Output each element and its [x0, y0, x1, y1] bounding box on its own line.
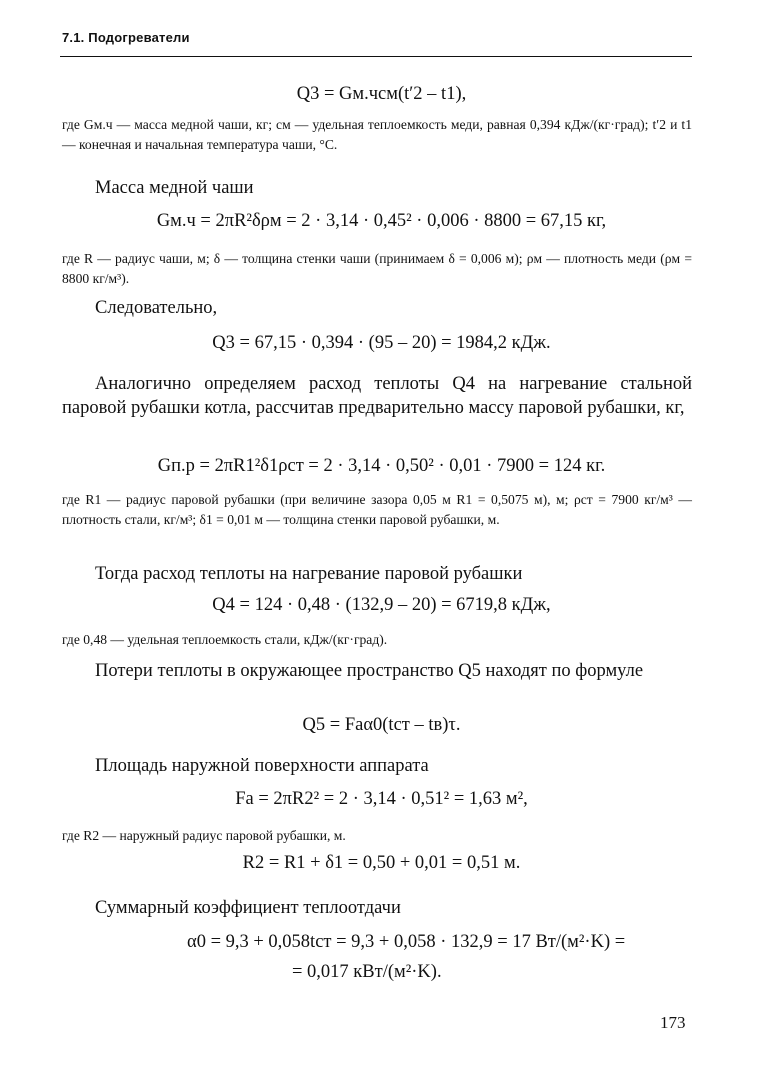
formula-bowl-mass: Gм.ч = 2πR²δρм = 2 · 3,14 · 0,45² · 0,006 · 8800 = 67,15 кг, [156, 211, 607, 231]
note-outer-radius: где R2 — наружный радиус паровой рубашки, м. [62, 828, 346, 843]
paragraph-therefore: Следовательно, [95, 298, 218, 318]
paragraph-jacket-heat: Тогда расход теплоты на нагревание паровой рубашки [95, 564, 523, 584]
paragraph-q4-intro: Аналогично определяем расход теплоты Q4 на нагревание стальной паровой рубашки котла, рассчитав предварительно массу паровой рубашки, кг, [62, 374, 692, 418]
formula-jacket-mass: Gп.р = 2πR1²δ1ρст = 2 · 3,14 · 0,50² · 0,01 · 7900 = 124 кг. [157, 456, 606, 476]
paragraph-bowl-mass: Масса медной чаши [95, 178, 254, 198]
paragraph-outer-area: Площадь наружной поверхности аппарата [95, 756, 429, 776]
formula-q3: Q3 = Gм.чcм(t′2 – t1), [296, 84, 467, 104]
note-jacket-definitions: где R1 — радиус паровой рубашки (при величине зазора 0,05 м R1 = 0,5075 м), м; ρст = 7900 кг/м³ — плотность стали, кг/м³; δ1 = 0,01 м — толщина стенки паровой рубашки, м. [62, 492, 692, 527]
header-rule [60, 56, 692, 57]
note-steel-heat-capacity: где 0,48 — удельная теплоемкость стали, кДж/(кг·град). [62, 632, 388, 647]
formula-q3-value: Q3 = 67,15 · 0,394 · (95 – 20) = 1984,2 кДж. [212, 333, 551, 353]
formula-alpha-line2: = 0,017 кВт/(м²·K). [292, 962, 442, 982]
formula-q4-value: Q4 = 124 · 0,48 · (132,9 – 20) = 6719,8 кДж, [212, 595, 551, 615]
note-bowl-mass-definitions: где R — радиус чаши, м; δ — толщина стенки чаши (принимаем δ = 0,006 м); ρм — плотность меди (ρм = 8800 кг/м³). [62, 251, 692, 286]
page-number: 173 [660, 1013, 686, 1032]
formula-outer-area: Fа = 2πR2² = 2 · 3,14 · 0,51² = 1,63 м², [235, 789, 528, 809]
formula-outer-radius: R2 = R1 + δ1 = 0,50 + 0,01 = 0,51 м. [242, 853, 521, 873]
note-q3-definitions: где Gм.ч — масса медной чаши, кг; cм — удельная теплоемкость меди, равная 0,394 кДж/(кг·град); t′2 и t1 — конечная и начальная температура чаши, °С. [62, 117, 692, 152]
paragraph-q5-intro: Потери теплоты в окружающее пространство Q5 находят по формуле [95, 661, 644, 681]
running-header: 7.1. Подогреватели [62, 30, 190, 45]
paragraph-heat-transfer-coefficient: Суммарный коэффициент теплоотдачи [95, 898, 401, 918]
formula-q5: Q5 = Fаα0(tст – tв)τ. [302, 715, 461, 735]
formula-alpha-line1: α0 = 9,3 + 0,058tст = 9,3 + 0,058 · 132,9 = 17 Вт/(м²·K) = [187, 932, 626, 952]
